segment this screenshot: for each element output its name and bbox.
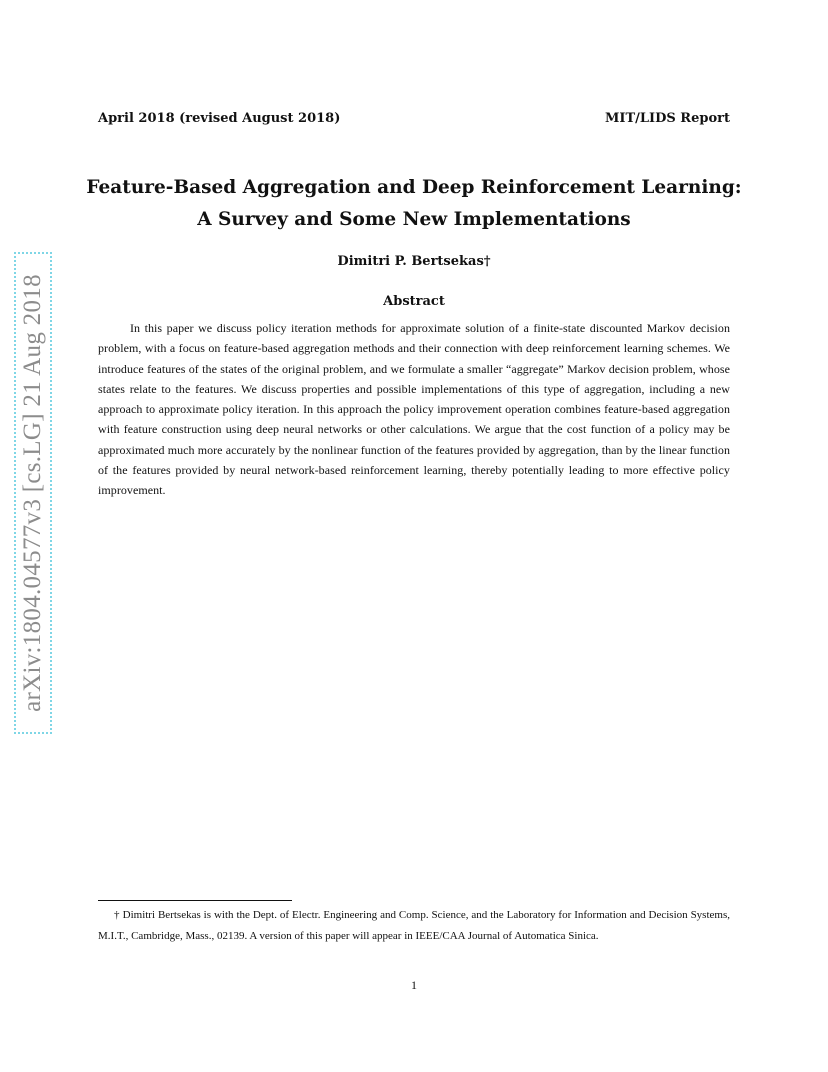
- footnote-rule: [98, 900, 292, 901]
- page-number: 1: [411, 978, 417, 992]
- header-date: April 2018 (revised August 2018): [98, 111, 341, 126]
- title-line-2: A Survey and Some New Implementations: [197, 209, 631, 230]
- title-line-1: Feature-Based Aggregation and Deep Reinforcement Learning:: [86, 177, 742, 198]
- paper-title: [60, 172, 768, 236]
- arxiv-stamp: [14, 252, 52, 734]
- abstract-heading: Abstract: [383, 294, 445, 309]
- author-name: Dimitri P. Bertsekas†: [337, 254, 491, 269]
- abstract-body: In this paper we discuss policy iteration methods for approximate solution of a finite-state discounted Markov decision problem, with a focus on feature-based aggregation methods and their connection with deep reinforcement learning schemes. We introduce features of the states of the original problem, and we formulate a smaller “aggregate” Markov decision problem, whose states relate to the features. We discuss properties and possible implementations of this type of aggregation, including a new approach to approximate policy iteration. In this approach the policy improvement operation combines feature-based aggregation with feature construction using deep neural networks or other calculations. We argue that the cost function of a policy may be approximated much more accurately by the nonlinear function of the features provided by aggregation, than by the linear function of the features provided by neural network-based reinforcement learning, thereby potentially leading to more effective policy improvement.: [98, 321, 730, 498]
- header-report: MIT/LIDS Report: [605, 111, 730, 126]
- footnote: † Dimitri Bertsekas is with the Dept. of Electr. Engineering and Comp. Science, and the Laboratory for Information and Decision Systems, M.I.T., Cambridge, Mass., 02139. A version of this paper will appear in IEEE/CAA Journal of Automatica Sinica.: [98, 909, 730, 942]
- arxiv-identifier: arXiv:1804.04577v3 [cs.LG] 21 Aug 2018: [19, 274, 46, 712]
